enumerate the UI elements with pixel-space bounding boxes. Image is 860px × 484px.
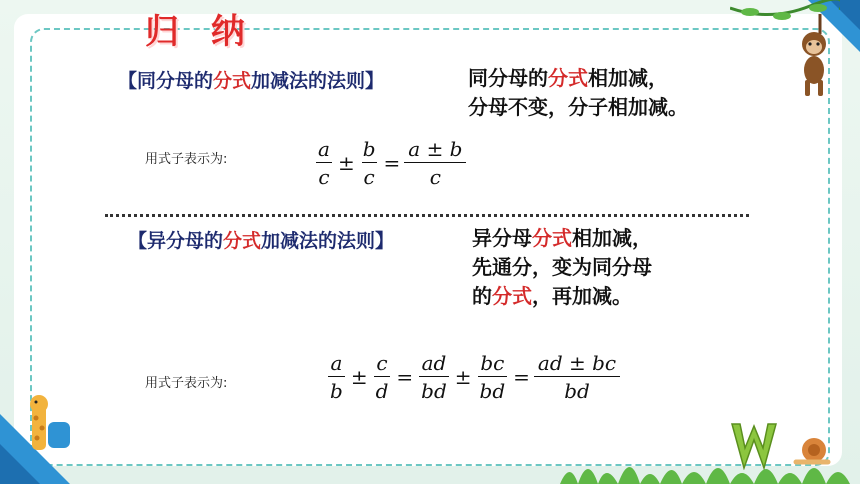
rule2-heading-part: 【异分母的 bbox=[128, 230, 224, 252]
plus-minus-sign: ± bbox=[350, 365, 368, 389]
fraction-bc-over-bd bbox=[478, 352, 508, 402]
equals-sign: = bbox=[396, 365, 414, 389]
numerator: b bbox=[362, 137, 376, 161]
fraction-result bbox=[536, 352, 618, 402]
denominator: d bbox=[374, 376, 391, 402]
rule2-heading-keyword: 分式 bbox=[223, 230, 262, 252]
section-divider bbox=[105, 214, 749, 217]
fraction-a-over-b bbox=[328, 352, 345, 402]
rule2-keyword: 分式 bbox=[532, 226, 572, 250]
numerator: a ± b bbox=[408, 137, 463, 161]
numerator: a bbox=[318, 137, 330, 161]
formula2-label: 用式子表示为: bbox=[145, 376, 228, 391]
plus-minus-sign: ± bbox=[454, 365, 472, 389]
rule2-heading-part: 加减法的法则】 bbox=[261, 230, 395, 252]
rule1-text: 同分母的 bbox=[468, 66, 548, 90]
rule1-text: 相加减， bbox=[588, 66, 668, 90]
monkey-icon bbox=[790, 14, 836, 98]
formula2 bbox=[325, 352, 621, 402]
numerator: a bbox=[330, 351, 343, 375]
denominator: c bbox=[316, 162, 331, 188]
fraction-result bbox=[406, 138, 464, 188]
snail-icon bbox=[792, 428, 832, 468]
rule1-body-line1 bbox=[468, 64, 688, 93]
rule1-heading-part: 【同分母的 bbox=[118, 70, 214, 92]
fraction-ad-over-bd bbox=[419, 352, 449, 402]
denominator: bd bbox=[478, 376, 508, 402]
denominator: bd bbox=[534, 376, 620, 402]
denominator: c bbox=[362, 162, 377, 188]
numerator: c bbox=[376, 351, 388, 375]
equals-sign: = bbox=[383, 151, 401, 175]
fraction-a-over-c bbox=[316, 138, 332, 188]
rule2-text: 异分母 bbox=[472, 226, 532, 250]
denominator: b bbox=[328, 376, 345, 402]
rule1-heading-keyword: 分式 bbox=[213, 70, 252, 92]
rule2-text: ，再加减。 bbox=[532, 284, 632, 308]
rule2-body-line3 bbox=[472, 282, 652, 311]
formula1 bbox=[313, 138, 467, 188]
rule2-body bbox=[472, 224, 652, 311]
giraffe-icon bbox=[18, 394, 74, 454]
rule2-keyword: 分式 bbox=[492, 284, 532, 308]
numerator: ad bbox=[421, 351, 447, 375]
rule1-keyword: 分式 bbox=[548, 66, 588, 90]
rule2-body-line2: 先通分，变为同分母 bbox=[472, 255, 652, 279]
equals-sign: = bbox=[513, 365, 530, 389]
rule1-heading-part: 加减法的法则】 bbox=[251, 70, 385, 92]
rule1-body bbox=[468, 64, 688, 122]
rule2-text: 的 bbox=[472, 284, 492, 308]
numerator: bc bbox=[480, 351, 505, 375]
letter-w-icon bbox=[730, 418, 790, 470]
denominator: c bbox=[404, 162, 466, 188]
rule1-heading bbox=[118, 66, 384, 93]
fraction-b-over-c bbox=[361, 138, 378, 188]
rule1-body-line2: 分母不变，分子相加减。 bbox=[468, 95, 688, 119]
rule2-body-line1 bbox=[472, 224, 652, 253]
fraction-c-over-d bbox=[374, 352, 391, 402]
plus-minus-sign: ± bbox=[337, 151, 355, 175]
denominator: bd bbox=[419, 376, 449, 402]
formula1-label: 用式子表示为: bbox=[145, 152, 228, 167]
rule2-text: 相加减， bbox=[572, 226, 652, 250]
numerator: ad ± bc bbox=[537, 351, 617, 375]
rule2-heading bbox=[128, 226, 394, 253]
page-title: 归 纳 bbox=[145, 12, 255, 52]
